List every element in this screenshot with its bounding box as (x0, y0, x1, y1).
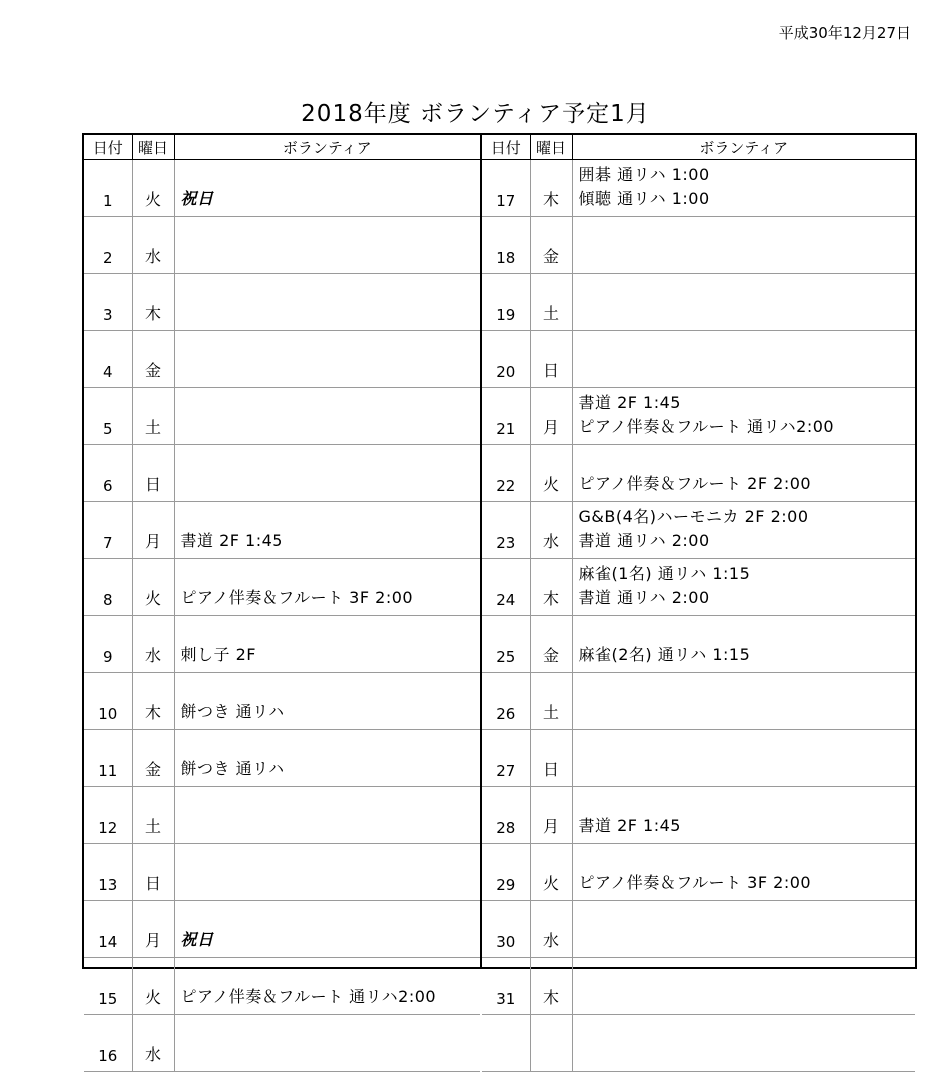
day-number: 25 (482, 616, 530, 673)
weekday: 金 (132, 730, 174, 787)
schedule-row (482, 787, 915, 844)
schedule-row (84, 673, 480, 730)
holiday-label: 祝日 (180, 189, 214, 208)
header-row (482, 135, 915, 160)
day-number: 19 (482, 274, 530, 331)
day-number: 17 (482, 160, 530, 217)
activity-cell (572, 331, 915, 388)
weekday: 月 (530, 787, 572, 844)
day-number: 7 (84, 502, 132, 559)
day-number: 30 (482, 901, 530, 958)
weekday: 日 (132, 844, 174, 901)
page-title: 2018年度 ボランティア予定1月 (301, 101, 650, 127)
weekday: 日 (132, 445, 174, 502)
schedule-row (84, 331, 480, 388)
activity-cell (572, 388, 915, 445)
column-header-weekday: 曜日 (132, 135, 174, 160)
day-number (482, 1015, 530, 1072)
schedule-table-right (482, 135, 915, 1072)
weekday: 土 (132, 388, 174, 445)
activity-entry: ピアノ伴奏＆フルート 通リハ2:00 (180, 987, 437, 1006)
schedule-row (84, 445, 480, 502)
weekday: 木 (530, 160, 572, 217)
schedule-row (84, 502, 480, 559)
column-header-weekday: 曜日 (530, 135, 572, 160)
weekday: 金 (530, 217, 572, 274)
day-number: 14 (84, 901, 132, 958)
day-number: 12 (84, 787, 132, 844)
weekday: 火 (132, 160, 174, 217)
activity-cell (572, 901, 915, 958)
activity-entry: 書道 2F 1:45 (180, 531, 283, 550)
day-number: 10 (84, 673, 132, 730)
schedule-table-left (84, 135, 480, 1072)
activity-cell (174, 901, 480, 958)
weekday: 土 (530, 274, 572, 331)
day-number: 27 (482, 730, 530, 787)
schedule-row (84, 958, 480, 1015)
schedule-row (84, 1015, 480, 1072)
column-header-day: 日付 (84, 135, 132, 160)
column-header-activity: ボランティア (174, 135, 480, 160)
schedule-row (482, 559, 915, 616)
activity-entry: 刺し子 2F (180, 645, 256, 664)
day-number: 13 (84, 844, 132, 901)
activity-cell (572, 673, 915, 730)
weekday: 土 (530, 673, 572, 730)
weekday: 金 (132, 331, 174, 388)
activity-cell (572, 958, 915, 1015)
schedule-row (482, 730, 915, 787)
weekday: 木 (132, 673, 174, 730)
day-number: 9 (84, 616, 132, 673)
schedule-row (482, 844, 915, 901)
weekday: 月 (530, 388, 572, 445)
activity-cell (572, 1015, 915, 1072)
weekday: 月 (132, 901, 174, 958)
day-number: 11 (84, 730, 132, 787)
schedule-row (482, 160, 915, 217)
activity-cell (174, 844, 480, 901)
schedule-row (84, 388, 480, 445)
schedule-row (84, 730, 480, 787)
activity-cell (572, 445, 915, 502)
activity-cell (174, 787, 480, 844)
weekday: 木 (530, 559, 572, 616)
activity-cell (572, 559, 915, 616)
schedule-row (84, 160, 480, 217)
weekday: 土 (132, 787, 174, 844)
schedule-row (482, 616, 915, 673)
schedule-row (482, 445, 915, 502)
header-row (84, 135, 480, 160)
schedule-row (84, 217, 480, 274)
day-number: 16 (84, 1015, 132, 1072)
activity-entry: ピアノ伴奏＆フルート 3F 2:00 (180, 588, 414, 607)
activity-cell (572, 616, 915, 673)
schedule-row (482, 1015, 915, 1072)
activity-entry: G&B(4名)ハーモニカ 2F 2:00 (578, 507, 809, 526)
schedule-left-half (84, 135, 482, 1065)
schedule-row (482, 217, 915, 274)
schedule-body-left (84, 160, 480, 1072)
activity-cell (174, 559, 480, 616)
schedule-row (84, 787, 480, 844)
weekday: 火 (530, 445, 572, 502)
weekday: 日 (530, 331, 572, 388)
day-number: 22 (482, 445, 530, 502)
day-number: 24 (482, 559, 530, 616)
activity-cell (174, 388, 480, 445)
activity-entry: 囲碁 通リハ 1:00 (578, 165, 710, 184)
weekday: 月 (132, 502, 174, 559)
schedule-row (482, 502, 915, 559)
schedule-row (84, 616, 480, 673)
activity-cell (572, 502, 915, 559)
schedule-row (84, 901, 480, 958)
day-number: 5 (84, 388, 132, 445)
schedule-right-half (482, 135, 915, 1008)
holiday-label: 祝日 (180, 930, 214, 949)
weekday: 木 (132, 274, 174, 331)
day-number: 8 (84, 559, 132, 616)
schedule-row (84, 559, 480, 616)
schedule-body-right (482, 160, 915, 1072)
weekday: 水 (132, 217, 174, 274)
activity-entry: 書道 2F 1:45 (578, 393, 681, 412)
day-number: 29 (482, 844, 530, 901)
activity-cell (572, 787, 915, 844)
schedule-row (482, 388, 915, 445)
schedule-row (84, 274, 480, 331)
weekday: 火 (132, 958, 174, 1015)
day-number: 31 (482, 958, 530, 1015)
activity-entry: ピアノ伴奏＆フルート 2F 2:00 (578, 474, 812, 493)
column-header-activity: ボランティア (572, 135, 915, 160)
activity-cell (572, 160, 915, 217)
day-number: 21 (482, 388, 530, 445)
activity-cell (174, 958, 480, 1015)
activity-entry: 餅つき 通リハ (180, 702, 285, 721)
day-number: 4 (84, 331, 132, 388)
schedule-sheet (82, 133, 917, 1065)
weekday: 木 (530, 958, 572, 1015)
weekday (530, 1015, 572, 1072)
activity-entry: 書道 通リハ 2:00 (578, 588, 710, 607)
day-number: 2 (84, 217, 132, 274)
day-number: 1 (84, 160, 132, 217)
day-number: 23 (482, 502, 530, 559)
activity-entry: 麻雀(1名) 通リハ 1:15 (578, 564, 751, 583)
schedule-row (482, 274, 915, 331)
activity-cell (572, 844, 915, 901)
schedule-row (84, 844, 480, 901)
activity-cell (174, 730, 480, 787)
weekday: 水 (530, 901, 572, 958)
activity-entry: ピアノ伴奏＆フルート 3F 2:00 (578, 873, 812, 892)
activity-cell (572, 730, 915, 787)
activity-cell (174, 673, 480, 730)
day-number: 3 (84, 274, 132, 331)
activity-cell (174, 445, 480, 502)
activity-cell (572, 217, 915, 274)
day-number: 20 (482, 331, 530, 388)
schedule-row (482, 958, 915, 1015)
day-number: 18 (482, 217, 530, 274)
weekday: 火 (132, 559, 174, 616)
activity-cell (174, 502, 480, 559)
activity-entry: 餅つき 通リハ (180, 759, 285, 778)
weekday: 水 (132, 1015, 174, 1072)
activity-cell (174, 1015, 480, 1072)
weekday: 水 (530, 502, 572, 559)
column-header-day: 日付 (482, 135, 530, 160)
weekday: 金 (530, 616, 572, 673)
activity-cell (174, 274, 480, 331)
weekday: 水 (132, 616, 174, 673)
activity-entry: 麻雀(2名) 通リハ 1:15 (578, 645, 751, 664)
activity-entry: ピアノ伴奏＆フルート 通リハ2:00 (578, 417, 835, 436)
activity-cell (572, 274, 915, 331)
activity-cell (174, 160, 480, 217)
weekday: 火 (530, 844, 572, 901)
schedule-row (482, 673, 915, 730)
day-number: 6 (84, 445, 132, 502)
activity-entry: 書道 2F 1:45 (578, 816, 681, 835)
activity-entry: 書道 通リハ 2:00 (578, 531, 710, 550)
document-date: 平成30年12月27日 (778, 24, 911, 42)
activity-cell (174, 217, 480, 274)
day-number: 28 (482, 787, 530, 844)
schedule-row (482, 331, 915, 388)
day-number: 26 (482, 673, 530, 730)
weekday: 日 (530, 730, 572, 787)
day-number: 15 (84, 958, 132, 1015)
activity-cell (174, 331, 480, 388)
activity-cell (174, 616, 480, 673)
activity-entry: 傾聴 通リハ 1:00 (578, 189, 710, 208)
schedule-row (482, 901, 915, 958)
